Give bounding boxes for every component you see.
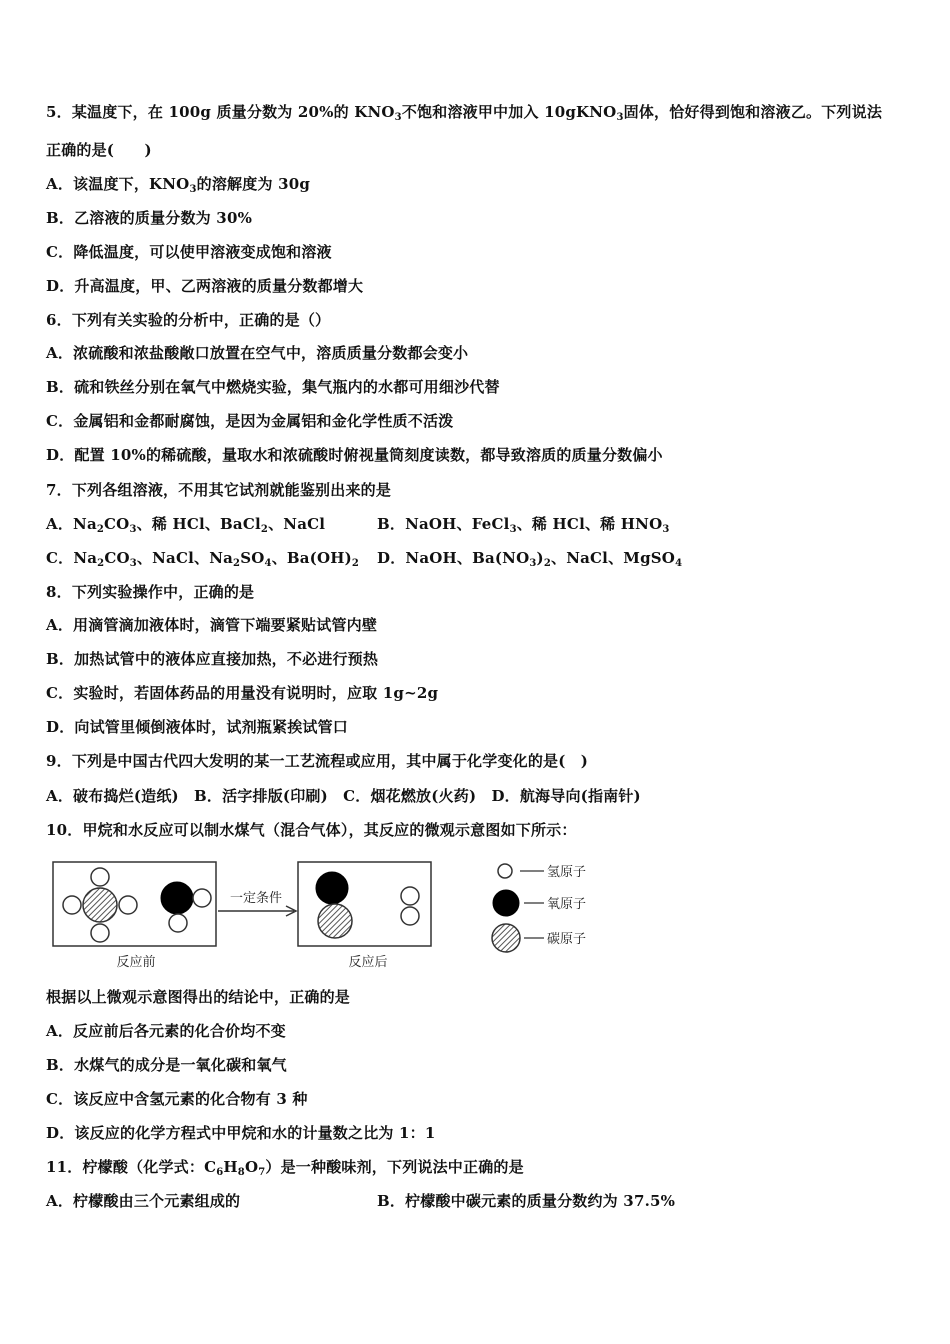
water-oxygen-atom <box>161 882 193 914</box>
q9-stem: 9．下列是中国古代四大发明的某一工艺流程或应用，其中属于化学变化的是( ) <box>46 752 589 770</box>
q7-stem: 7．下列各组溶液，不用其它试剂就能鉴别出来的是 <box>46 481 392 499</box>
water-hydrogen-atom <box>169 914 187 932</box>
q7-option-b: B．NaOH、FeCl$_3$、稀 HCl、稀 $HNO_3$ <box>377 515 670 535</box>
after-caption: 反应后 <box>348 955 388 970</box>
q5-option-b: B．乙溶液的质量分数为 30% <box>46 209 253 227</box>
q6-option-c: C．金属铝和金都耐腐蚀，是因为金属铝和金化学性质不活泼 <box>46 412 454 430</box>
methane-hydrogen-atom <box>91 868 109 886</box>
q11-stem: 11．柠檬酸（化学式：$C_6H_8O_7$）是一种酸味剂，下列说法中正确的是 <box>46 1158 524 1178</box>
q5-stem: 5．某温度下，在 100g 质量分数为 20%的 $KNO_3$不饱和溶液甲中加入 10gKNO$_3$固体，恰好得到饱和溶液乙。下列说法 <box>46 103 883 123</box>
q8-stem: 8．下列实验操作中，正确的是 <box>46 583 255 601</box>
q5-option-a: A．该温度下，$KNO_3$的溶解度为 30g <box>46 175 311 195</box>
q7-option-a: A．$Na_2CO_3$、稀 HCl、BaCl$_2$、NaCl <box>46 515 326 535</box>
methane-hydrogen-atom <box>63 896 81 914</box>
legend-carbon-symbol <box>492 924 520 952</box>
before-caption: 反应前 <box>116 955 156 970</box>
methane-hydrogen-atom <box>91 924 109 942</box>
methane-hydrogen-atom <box>119 896 137 914</box>
legend-oxygen-label: 氧原子 <box>547 897 587 912</box>
h2-hydrogen-atom <box>401 907 419 925</box>
reaction-condition: 一定条件 <box>229 891 283 906</box>
q10-option-b: B．水煤气的成分是一氧化碳和氧气 <box>46 1056 287 1074</box>
q6-option-a: A．浓硫酸和浓盐酸敞口放置在空气中，溶质质量分数都会变小 <box>46 344 469 362</box>
q11-option-b: B．柠檬酸中碳元素的质量分数约为 37.5% <box>377 1192 676 1210</box>
methane-carbon-atom <box>83 888 117 922</box>
q6-option-d: D．配置 10%的稀硫酸，量取水和浓硫酸时俯视量筒刻度读数，都导致溶质的质量分数偏小 <box>46 446 663 464</box>
q8-option-a: A．用滴管滴加液体时，滴管下端要紧贴试管内壁 <box>46 616 378 634</box>
q6-stem: 6．下列有关实验的分析中，正确的是（） <box>46 311 331 329</box>
q9-options: A．破布捣烂(造纸) B．活字排版(印刷) C．烟花燃放(火药) D．航海导向(指南针) <box>46 787 641 805</box>
q11-option-a: A．柠檬酸由三个元素组成的 <box>46 1192 241 1210</box>
h2-hydrogen-atom <box>401 887 419 905</box>
legend-hydrogen-symbol <box>498 864 512 878</box>
q8-option-d: D．向试管里倾倒液体时，试剂瓶紧挨试管口 <box>46 718 349 736</box>
q5-option-c: C．降低温度，可以使甲溶液变成饱和溶液 <box>46 243 332 261</box>
co-oxygen-atom <box>316 872 348 904</box>
q10-option-c: C．该反应中含氢元素的化合物有 3 种 <box>46 1090 308 1108</box>
q7-option-d: D．NaOH、$Ba(NO_3)_2$、NaCl、MgSO$_4$ <box>377 549 683 569</box>
q10-option-a: A．反应前后各元素的化合价均不变 <box>46 1022 286 1040</box>
q8-option-c: C．实验时，若固体药品的用量没有说明时，应取 1g~2g <box>46 684 439 702</box>
co-carbon-atom <box>318 904 352 938</box>
q5-option-d: D．升高温度，甲、乙两溶液的质量分数都增大 <box>46 277 364 295</box>
legend-oxygen-symbol <box>493 890 519 916</box>
q10-stem-line2: 根据以上微观示意图得出的结论中，正确的是 <box>46 988 351 1006</box>
q8-option-b: B．加热试管中的液体应直接加热，不必进行预热 <box>46 650 379 668</box>
legend-carbon-label: 碳原子 <box>547 932 587 947</box>
reaction-diagram <box>50 858 620 976</box>
q10-stem: 10．甲烷和水反应可以制水煤气（混合气体），其反应的微观示意图如下所示： <box>46 821 577 839</box>
q10-option-d: D．该反应的化学方程式中甲烷和水的计量数之比为 1：1 <box>46 1124 436 1142</box>
q7-option-c: C．$Na_2CO_3$、NaCl、$Na_2SO_4$、$Ba(OH)_2$ <box>46 549 360 569</box>
water-hydrogen-atom <box>193 889 211 907</box>
q5-stem-line2: 正确的是( ) <box>46 141 152 159</box>
q6-option-b: B．硫和铁丝分别在氧气中燃烧实验，集气瓶内的水都可用细沙代替 <box>46 378 500 396</box>
legend-hydrogen-label: 氢原子 <box>547 865 587 880</box>
